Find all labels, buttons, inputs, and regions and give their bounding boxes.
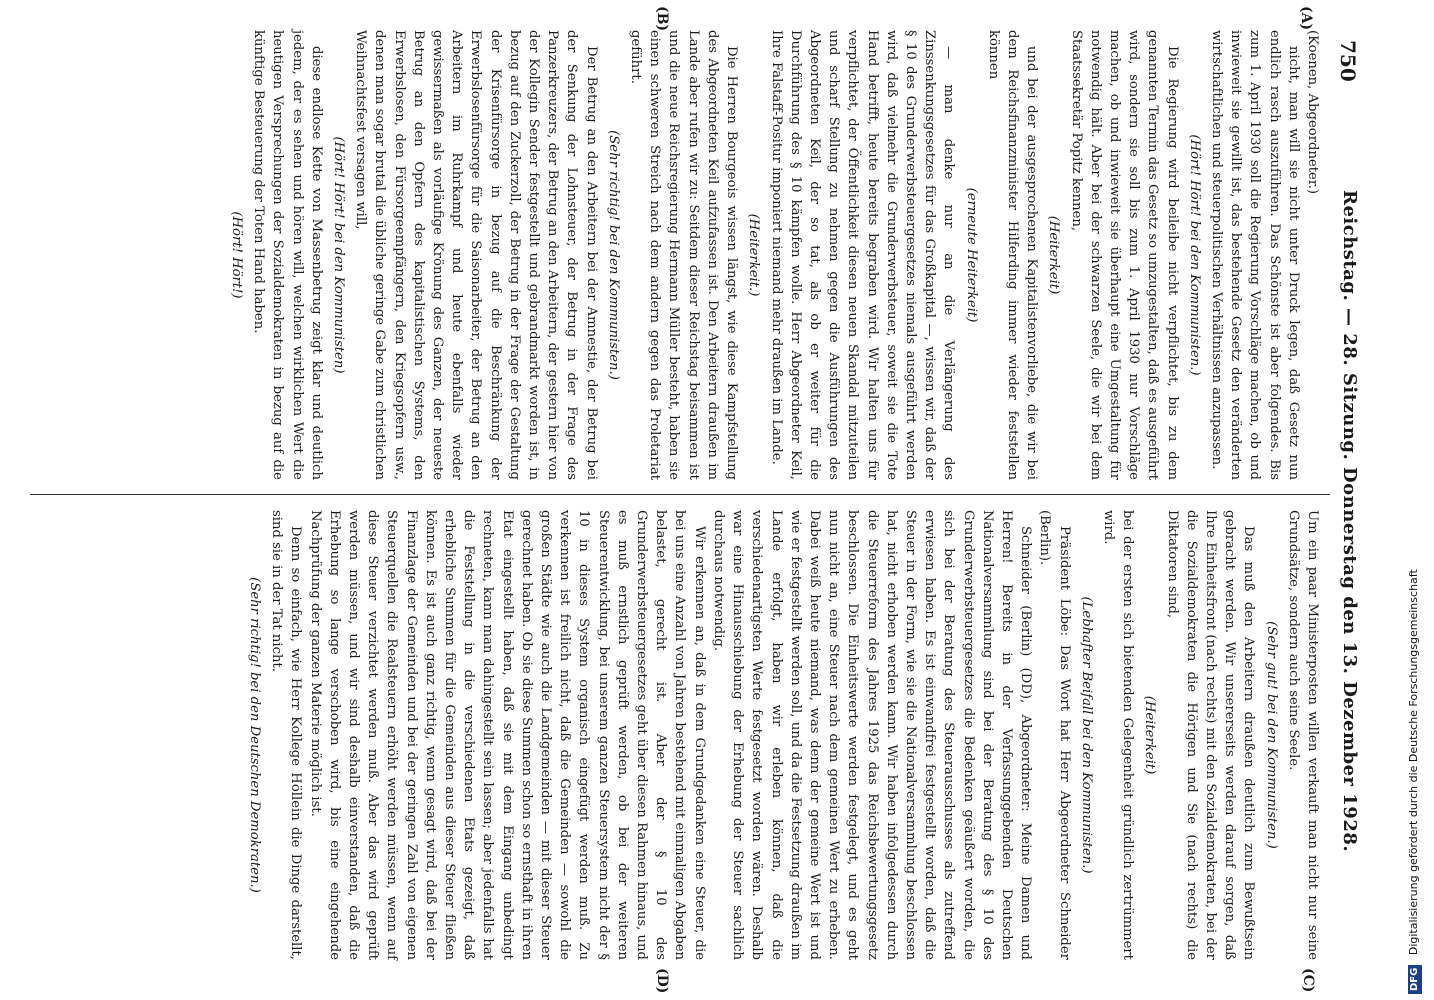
paragraph: nicht, man will sie nicht unter Druck legen, daß Gesetz nun endlich rasch auszuführen. Das Schönste ist aber folgendes. Bis zum 1. April 1930 soll die Regierung Vorschläge machen, ob und inwieweit sie gewillt ist, das bestehende Gesetz den veränderten wirtschaftlichen und steuerpolitischen Verhältnissen anzupassen. (1208, 30, 1301, 480)
interjection: (Sehr gut! bei den Kommunisten.) (1263, 621, 1279, 849)
paragraph: Präsident Löbe: Das Wort hat Herr Abgeordneter Schneider (Berlin). (1037, 510, 1072, 960)
interjection: (Hört! Hört!) (229, 211, 245, 299)
page-number: 750 (1336, 40, 1360, 82)
interjection: (Sehr richtig! bei den Deutschen Demokraten.) (247, 577, 263, 893)
paragraph: Wir erkennen an, daß in dem Grundgedanken eine Steuer, die bei uns eine Anzahl von Jahren bestehend mit einmaligen Abgaben belastet, gerecht ist. Aber der § 10 des Grunderwerbsteuergesetzes geht über diesen Rahmen hinaus, und es muß ernstlich geprüft werden, ob bei der weiteren Steuerentwicklung, bei unserem ganzen Steuersystem nicht der § 10 in dieses System organisch eingefügt werden muß. Zu verkennen ist freilich nicht, daß die Gemeinden — sowohl die großen Städte wie auch die Landgemeinden — mit dieser Steuer gerechnet haben. Ob sie diese Summen schon so ernsthaft in ihren Etat eingestellt haben, daß sie mit dem Eingang unbedingt rechneten, kann man dahingestellt sein lassen; aber jedenfalls hat die Feststellung in die verschiedenen Etats gezeigt, daß erhebliche Summen für die Gemeinden aus dieser Steuer fließen können. Es ist auch ganz richtig, wenn gesagt wird, daß bei der Finanzlage der Gemeinden und bei der geringen Zahl von eigenen Steuerquellen die Realsteuern erhöht werden müssen, wenn auf diese Steuer verzichtet werden muß. Aber das wird geprüft werden müssen, und wir sind deshalb einverstanden, daß die Erhebung so lange verschoben wird, bis eine eingehende Nachprüfung der ganzen Materie möglich ist. (307, 510, 707, 960)
margin-marker-c: (C) (1300, 968, 1316, 993)
left-column (224, 30, 1322, 480)
interjection: (Lebhafter Beifall bei den Kommunisten.) (1078, 596, 1094, 874)
column-divider (30, 494, 1330, 495)
paragraph: Das muß den Arbeitern draußen deutlich zum Bewußtsein gebracht werden. Wir unsererseits werden darauf sorgen, daß Ihre Einheitsfront (nach rechts) mit den Sozialdemokraten, bei der die Sozialdemokraten die Hörigen und Sie (nach rechts) die Diktatoren sind, (1164, 510, 1257, 960)
digitization-credit (1402, 14, 1426, 994)
paragraph: — man denke nur an die Verlängerung des Zinssenkungsgesetzes für das Großkapital —, wissen wir, daß der § 10 des Grunderwerbsteuergesetzes niemals ausgeführt werden wird, daß vielmehr die Grunderwerbsteuer, soweit sie die Tote Hand betrifft, heute bereits begraben wird. Wir halten uns für verpflichtet, der Öffentlichkeit diesen neuen Skandal mitzuteilen und scharf Stellung zu nehmen gegen die Ausführungen des Abgeordneten Keil, der so tat, als ob er weiter für die Durchführung des § 10 kämpfen wolle. Herr Abgeordneter Keil, Ihre Falstaff-Positur imponiert niemand mehr draußen im Lande. (768, 30, 957, 480)
paragraph: bei der ersten sich bietenden Gelegenheit gründlich zertrümmert wird. (1100, 510, 1136, 960)
paragraph: Schneider (Berlin) (DD), Abgeordneter: Meine Damen und Herren! Bereits in der Verfassunggebenden Deutschen Nationalversammlung sind bei der Beratung des § 10 des Grunderwerbsteuergesetzes die Bedenken geäußert worden, die sich bei der Beratung des Steuerausschusses als zutreffend erwiesen haben. Es ist einwandfrei festgestellt worden, daß die Steuer in der Form, wie sie die Nationalversammlung beschlossen hat, nicht erhoben werden kann. Wir haben infolgedessen durch die Steuerreform des Jahres 1925 das Reichsbewertungsgesetz beschlossen. Die Einheitswerte werden festgelegt, und es geht nun nicht an, eine Steuer nach dem gemeinen Wert zu erheben. Dabei weiß heute niemand, was denn der gemeine Wert ist und wie er festgestellt werden soll, und da die Festsetzung draußen im Lande erfolgt, haben wir erleben können, daß die verschiedenartigsten Werte festgesetzt worden wären. Deshalb war eine Hinausschiebung der Erhebung der Steuer sachlich durchaus notwendig. (710, 510, 1034, 960)
paragraph: diese endlose Kette von Massenbetrug zeigt klar und deutlich jedem, der es sehen und hören will, welchen wirklichen Wert die heutigen Versprechungen der Sozialdemokraten in bezug auf die künftige Besteuerung der Toten Hand haben. (251, 30, 324, 480)
credit-text: Digitalisierung gefördert durch die Deutsche Forschungsgemeinschaft (1407, 569, 1420, 956)
paragraph: (Koenen, Abgeordneter.) (1305, 30, 1320, 195)
interjection: (erneute Heiterkeit) (963, 187, 979, 323)
paragraph: Die Herren Bourgeois wissen längst, wie diese Kampfstellung des Abgeordneten Keil aufzufassen ist. Den Arbeitern draußen im Lande aber rufen wir zu: Seitdem dieser Reichstag beisammen ist und die neue Reichsregierung Hermann Müller besteht, haben sie einen schweren Streich nach dem andern gegen das Proletariat geführt. (628, 30, 740, 480)
margin-marker-a: (A) (1298, 6, 1314, 31)
paragraph: und bei der ausgesprochenen Kapitalistenvorliebe, die wir bei dem Reichsfinanzminister Hilferding immer wieder feststellen können (985, 30, 1040, 480)
interjection: (Heiterkeit.) (746, 213, 762, 297)
interjection: (Heiterkeit) (1142, 695, 1158, 775)
margin-marker-d: (D) (654, 968, 670, 994)
interjection: (Hört! Hört! bei den Kommunisten) (331, 136, 347, 374)
margin-marker-b: (B) (654, 6, 670, 32)
interjection: (Hört! Hört! bei den Kommunisten.) (1186, 134, 1202, 376)
interjection: (Sehr richtig! bei den Kommunisten.) (605, 130, 621, 380)
paragraph: Die Regierung wird beileibe nicht verpflichtet, bis zu dem genannten Termin das Gesetz so umzugestalten, daß es ausgeführt wird, sondern sie soll bis zum 1. April 1930 nur Vorschläge machen, ob und inwieweit sie überhaupt eine Umgestaltung für notwendig hält. Aber bei der schwarzen Seele, die wir bei dem Staatssekretär Popitz kennen, (1068, 30, 1180, 480)
paragraph: Der Betrug an den Arbeitern bei der Amnestie, der Betrug bei der Senkung der Lohnsteuer, der Betrug in der Frage des Panzerkreuzers, der Betrug an den Arbeitern, der gestern hier von der Kollegin Sender festgestellt und gebrandmarkt worden ist, in bezug auf den Zuckerzoll, der Betrug in der Frage der Gestaltung der Krisenfürsorge in bezug auf die Beschränkung der Erwerbslosenfürsorge für die Saisonarbeiter, der Betrug an den Arbeitern im Ruhrkampf und heute ebenfalls wieder gewissermaßen als vorläufige Krönung des Ganzen, der neueste Betrug an den Opfern des kapitalistischen Systems, den Erwerbslosen, den Fürsorgeempfängern, den Kriegsopfern usw., denen man sogar brutal die übliche geringe Gabe zum christlichen Weihnachtsfest versagen will, (353, 30, 599, 480)
paragraph: Denn so einfach, wie Herr Kollege Höllein die Dinge darstellt, sind sie in der Tat nicht. (269, 510, 304, 960)
page-header (1326, 40, 1362, 970)
paragraph: Um ein paar Ministerposten willen verkauft man nicht nur seine Grundsätze, sondern auch seine Seele. (1285, 510, 1320, 960)
page-title: Reichstag. — 28. Sitzung. Donnerstag den 13. Dezember 1928. (1339, 190, 1360, 853)
right-column (242, 510, 1322, 960)
interjection: (Heiterkeit) (1046, 215, 1062, 295)
dfg-logo: DFG (1408, 965, 1422, 994)
